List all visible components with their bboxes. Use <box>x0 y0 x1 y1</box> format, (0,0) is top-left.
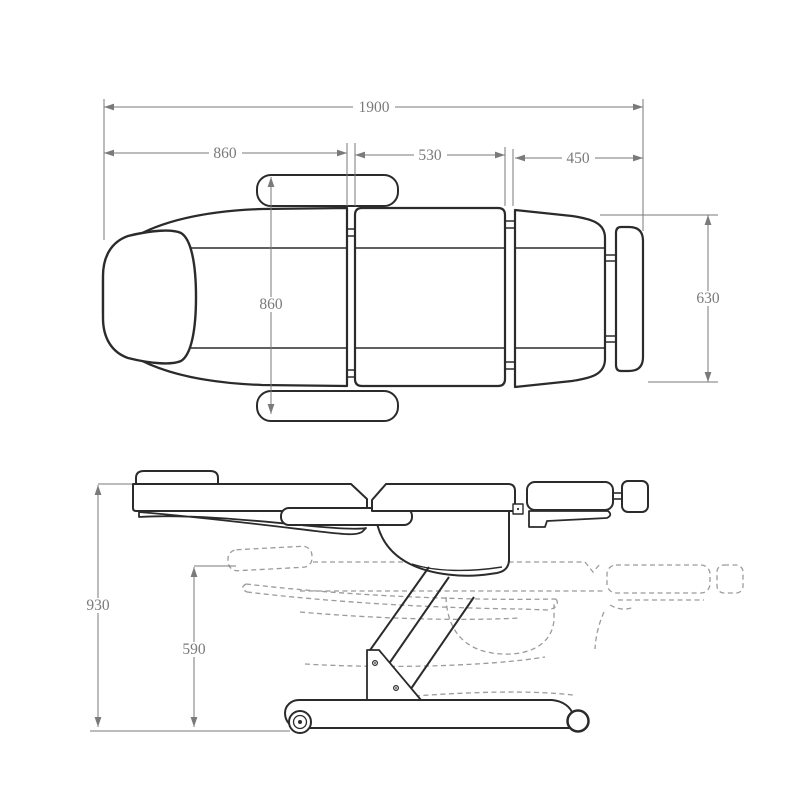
ghost-bowl <box>446 597 554 654</box>
head-pillow-top <box>616 227 643 371</box>
dim-label-backrest-width: 630 <box>696 290 720 307</box>
ghost-armrest-lower <box>247 592 520 609</box>
dim-label-leg-section: 860 <box>213 145 237 162</box>
dim-label-overall-length: 1900 <box>358 99 390 116</box>
ghost-base-arc <box>415 692 573 696</box>
ghost-armrest-tip <box>243 584 247 592</box>
side-view <box>133 471 648 733</box>
dim-label-back-section: 450 <box>566 150 590 167</box>
bracket-bolt-dot <box>374 662 376 664</box>
ghost-tail <box>595 612 604 649</box>
seat-slab-side <box>372 484 515 511</box>
armrest-top <box>257 175 398 206</box>
backrest-support-plate <box>529 511 610 527</box>
leg-slab-side <box>133 484 367 511</box>
bracket-bolt-dot <box>395 687 397 689</box>
bed-backrest-section <box>515 210 605 387</box>
dimension-back-section <box>515 150 643 167</box>
dim-label-lift-height: 590 <box>182 641 206 658</box>
ghost-hinge-notch <box>585 562 601 572</box>
ghost-pillow <box>717 565 743 593</box>
armrest-bottom <box>257 391 398 421</box>
ghost-armrest-end <box>520 599 557 610</box>
dimension-backrest-width <box>691 215 725 382</box>
dimension-overall-length <box>104 99 643 116</box>
ghost-low-arc <box>305 657 545 666</box>
wheel-left-hub <box>298 720 302 724</box>
dim-label-max-height: 930 <box>86 597 110 614</box>
backrest-side <box>527 482 613 510</box>
ghost-armrest-inner <box>300 612 520 619</box>
dimensions-side-view <box>81 484 236 727</box>
dimension-lift-height <box>177 567 211 727</box>
ghost-flap <box>610 605 634 609</box>
dimension-max-height <box>81 485 115 727</box>
foot-pad <box>103 231 196 364</box>
dimension-seat-section <box>355 147 505 164</box>
face-pillow-side <box>622 481 648 512</box>
hinge-bolt-dot <box>517 508 519 510</box>
top-view <box>103 175 643 421</box>
bed-seat-section <box>355 208 505 386</box>
ghost-backrest <box>607 565 710 593</box>
ghost-leg-section <box>228 546 313 571</box>
dim-label-seat-section: 530 <box>418 147 442 164</box>
base-skid <box>285 700 573 728</box>
wheel-right <box>568 711 589 732</box>
dimension-leg-section <box>104 145 347 162</box>
headrest-pad-side <box>136 471 218 484</box>
dim-label-bed-width: 860 <box>259 296 283 313</box>
